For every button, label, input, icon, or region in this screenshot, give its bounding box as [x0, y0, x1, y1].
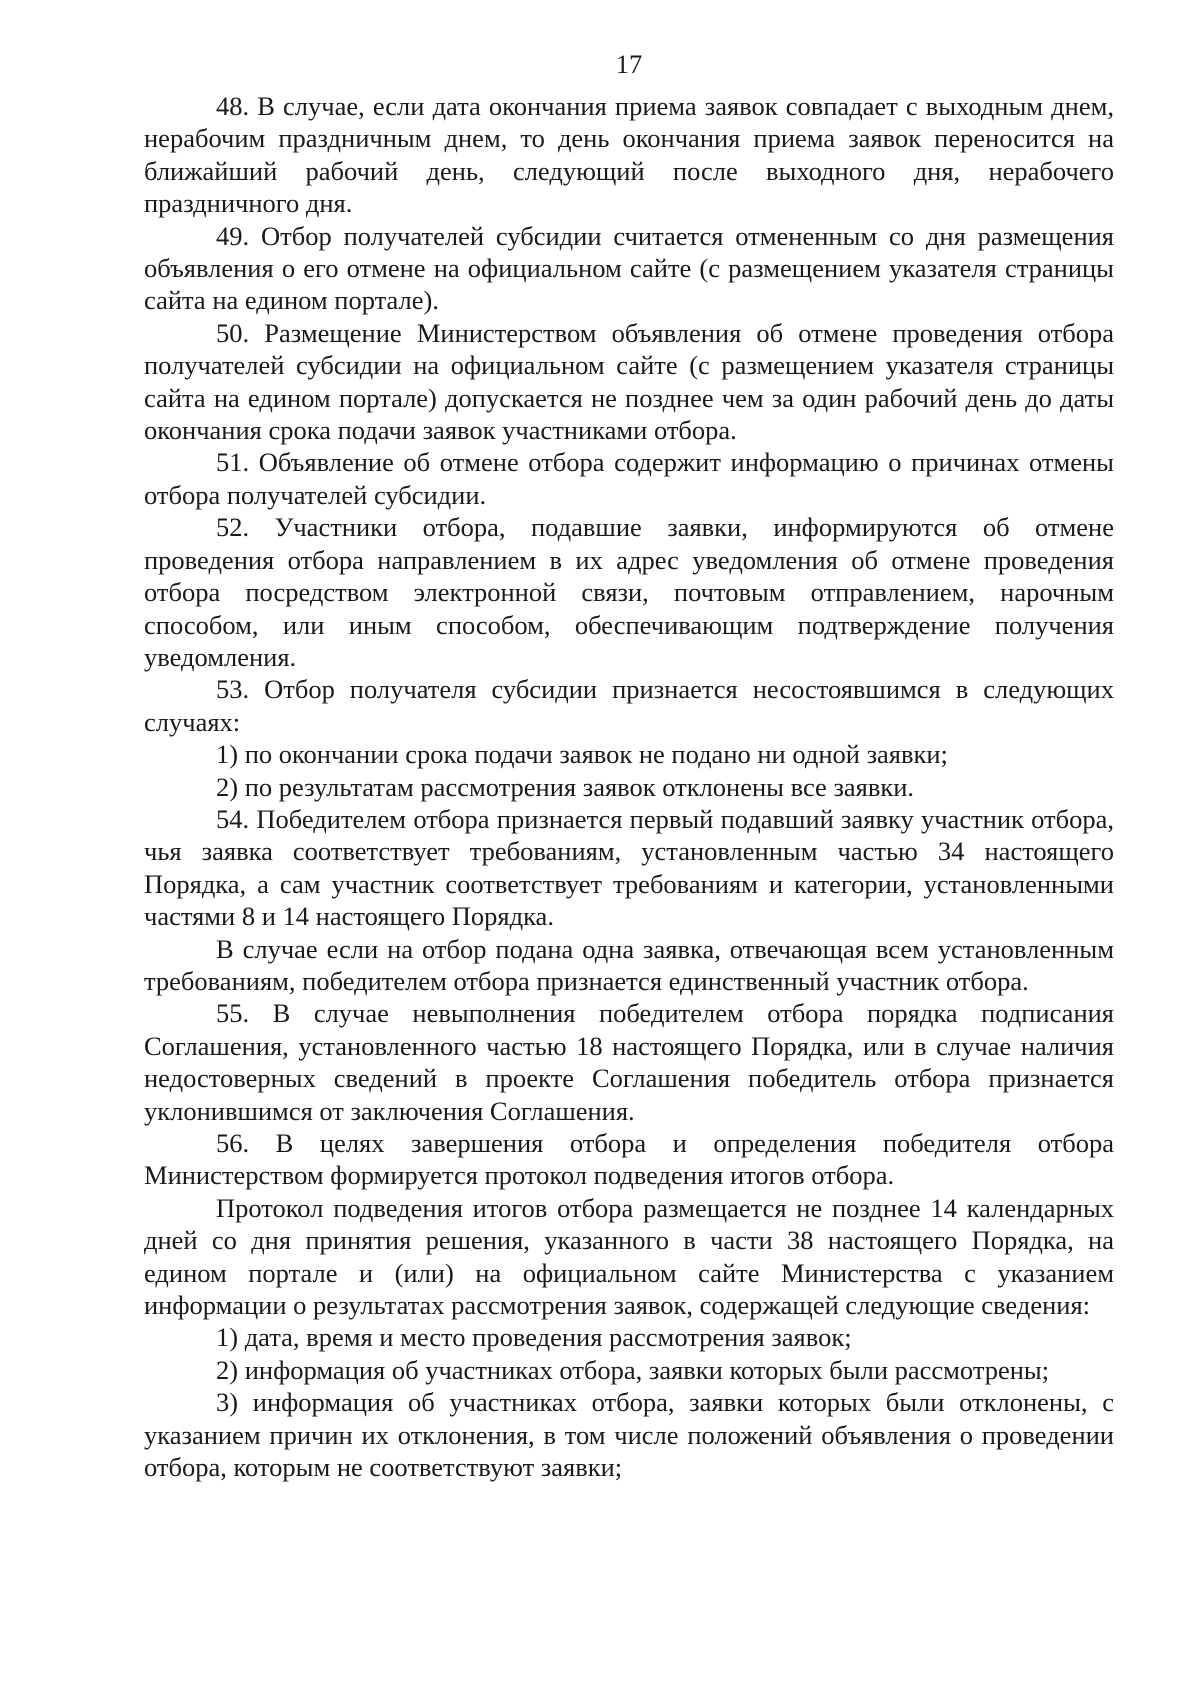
- paragraph-56-protocol: Протокол подведения итогов отбора размещается не позднее 14 календарных дней со дня принятия решения, указанного в части 38 настоящего Порядка, на едином портале и (или) на официальном сайте Министерства с указанием информации о результатах рассмотрения заявок, содержащей следующие сведения:: [144, 1192, 1114, 1321]
- paragraph-56-item-2: 2) информация об участниках отбора, заявки которых были рассмотрены;: [216, 1354, 1050, 1385]
- paragraph-51: 51. Объявление об отмене отбора содержит информацию о причинах отмены отбора получателей субсидии.: [144, 447, 1114, 510]
- paragraph-53-item-1: 1) по окончании срока подачи заявок не подано ни одной заявки;: [216, 739, 948, 770]
- paragraph-52: 52. Участники отбора, подавшие заявки, информируются об отмене проведения отбора направлением в их адрес уведомления об отмене проведения отбора посредством электронной связи, почтовым отправлением, нарочным способом, или иным способом, обеспечивающим подтверждение получения уведомления.: [144, 512, 1114, 672]
- paragraph-49: 49. Отбор получателей субсидии считается отмененным со дня размещения объявления о его отмене на официальном сайте (с размещением указателя страницы сайта на едином портале).: [144, 220, 1114, 316]
- paragraph-54-continuation: В случае если на отбор подана одна заявка, отвечающая всем установленным требованиям, победителем отбора признается единственный участник отбора.: [144, 933, 1114, 996]
- document-page: [144, 48, 1114, 1483]
- paragraph-56-item-3: 3) информация об участниках отбора, заявки которых были отклонены, с указанием причин их отклонения, в том числе положений объявления о проведении отбора, которым не соответствуют заявки;: [144, 1387, 1114, 1483]
- paragraph-55: 55. В случае невыполнения победителем отбора порядка подписания Соглашения, установленного частью 18 настоящего Порядка, или в случае наличия недостоверных сведений в проекте Соглашения победитель отбора признается уклонившимся от заключения Соглашения.: [144, 998, 1114, 1126]
- paragraph-56: 56. В целях завершения отбора и определения победителя отбора Министерством формируется протокол подведения итогов отбора.: [144, 1128, 1114, 1191]
- paragraph-50: 50. Размещение Министерством объявления об отмене проведения отбора получателей субсидии на официальном сайте (с размещением указателя страницы сайта на едином портале) допускается не позднее чем за один рабочий день до даты окончания срока подачи заявок участниками отбора.: [144, 317, 1114, 446]
- paragraph-48: 48. В случае, если дата окончания приема заявок совпадает с выходным днем, нерабочим праздничным днем, то день окончания приема заявок переносится на ближайший рабочий день, следующий после выходного дня, нерабочего праздничного дня.: [144, 91, 1114, 219]
- paragraph-53: 53. Отбор получателя субсидии признается несостоявшимся в следующих случаях:: [144, 674, 1114, 737]
- page-number: 17: [615, 49, 643, 79]
- paragraph-53-item-2: 2) по результатам рассмотрения заявок отклонены все заявки.: [216, 771, 915, 802]
- paragraph-54: 54. Победителем отбора признается первый подавший заявку участник отбора, чья заявка соответствует требованиям, установленным частью 34 настоящего Порядка, а сам участник соответствует требованиям и категории, установленными частями 8 и 14 настоящего Порядка.: [144, 803, 1114, 932]
- paragraph-56-item-1: 1) дата, время и место проведения рассмотрения заявок;: [216, 1322, 852, 1353]
